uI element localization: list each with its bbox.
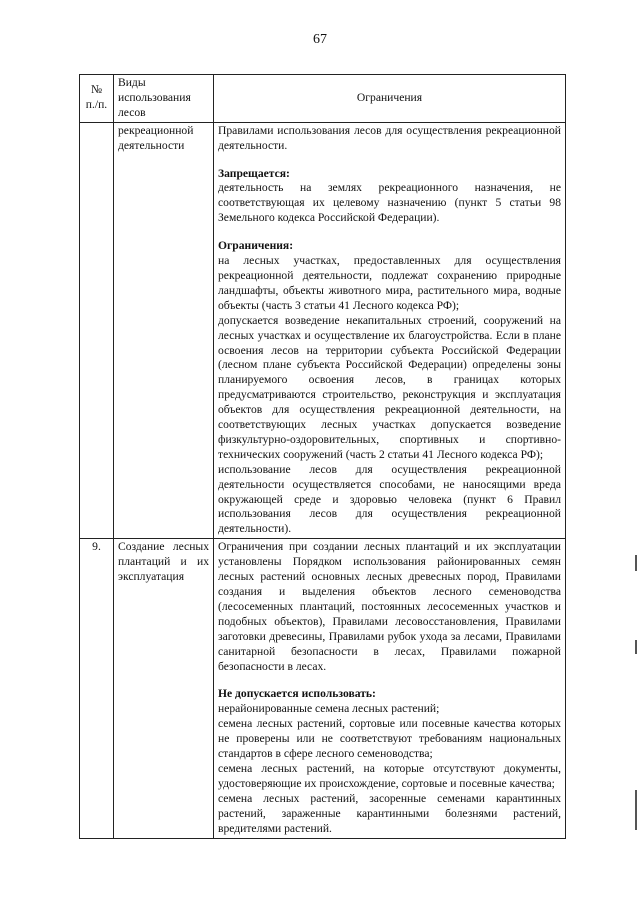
row-number: 9.	[80, 539, 114, 838]
row-number	[80, 122, 114, 539]
restriction-paragraph: семена лесных растений, на которые отсутствуют документы, удостоверяющие их происхождение, сортовые и посевные качества;	[218, 761, 561, 790]
page-number: 67	[313, 32, 327, 47]
restriction-paragraph: нерайонированные семена лесных растений;	[218, 702, 440, 716]
table-row	[80, 539, 566, 838]
restrictions-cell	[214, 122, 566, 539]
paragraph-gap	[218, 674, 561, 687]
scan-edge-mark	[635, 640, 637, 654]
restriction-paragraph: семена лесных растений, сортовые или посевные качества которых не проверены или не соответствуют требованиям национальных стандартов в сфере лесного семеноводства;	[218, 717, 561, 761]
restriction-paragraph: семена лесных растений, засоренные семенами карантинных растений, зараженные карантинными болезнями растений, вредителями растений.	[218, 791, 561, 835]
restrictions-table	[79, 74, 566, 839]
paragraph-gap	[218, 154, 561, 167]
header-restrictions: Ограничения	[214, 75, 566, 123]
restriction-paragraph: на лесных участках, предоставленных для осуществления рекреационной деятельности, подлежат сохранению природные ландшафты, объекты животного мира, растительного мира, водные объекты (часть 3 статьи 41 Лесного кодекса РФ);	[218, 254, 561, 312]
paragraph-gap	[218, 226, 561, 239]
scan-edge-mark	[635, 790, 637, 830]
table-row	[80, 122, 566, 539]
forest-use-kind: рекреационной деятельности	[114, 122, 214, 539]
restriction-paragraph: использование лесов для осуществления рекреационной деятельности осуществляется способами, не наносящими вреда окружающей среде и здоровью человека (пункт 6 Правил использования лесов для осуществления рекреационной деятельности).	[218, 462, 561, 536]
table-header-row	[80, 75, 566, 123]
forest-use-kind: Создание лесных плантаций и их эксплуатация	[114, 539, 214, 838]
section-heading: Не допускается использовать:	[218, 687, 376, 701]
header-number: № п./п.	[80, 75, 114, 123]
restriction-paragraph: Правилами использования лесов для осуществления рекреационной деятельности.	[218, 123, 561, 152]
section-heading: Запрещается:	[218, 166, 290, 180]
restrictions-cell	[214, 539, 566, 838]
header-forest-use-kind: Виды использования лесов	[114, 75, 214, 123]
scan-edge-mark	[635, 555, 637, 571]
section-heading: Ограничения:	[218, 239, 294, 253]
restriction-paragraph: Ограничения при создании лесных плантаций и их эксплуатации установлены Порядком использования районированных семян лесных растений основных лесных древесных пород, Правилами создания и выделения объектов лесного семеноводства (лесосеменных плантаций, постоянных лесосеменных участков и подобных объектов), Правилами лесовосстановления, Правилами заготовки древесины, Правилами рубок ухода за лесами, Правилами санитарной безопасности в лесах, Правилами пожарной безопасности в лесах.	[218, 540, 561, 673]
restriction-paragraph: допускается возведение некапитальных строений, сооружений на лесных участках и осуществление их благоустройства. Если в плане освоения лесов на территории субъекта Российской Федерации (лесном плане субъекта Российской Федерации) определены зоны планируемого освоения лесов, в границах которых предусматриваются строительство, реконструкция и эксплуатация объектов для осуществления рекреационной деятельности, на соответствующих лесных участках допускается возведение физкультурно-оздоровительных, спортивных и спортивно-технических сооружений (часть 2 статьи 41 Лесного кодекса РФ);	[218, 313, 561, 461]
restriction-paragraph: деятельность на землях рекреационного назначения, не соответствующая их целевому назначению (пункт 5 статьи 98 Земельного кодекса Российской Федерации).	[218, 181, 561, 225]
